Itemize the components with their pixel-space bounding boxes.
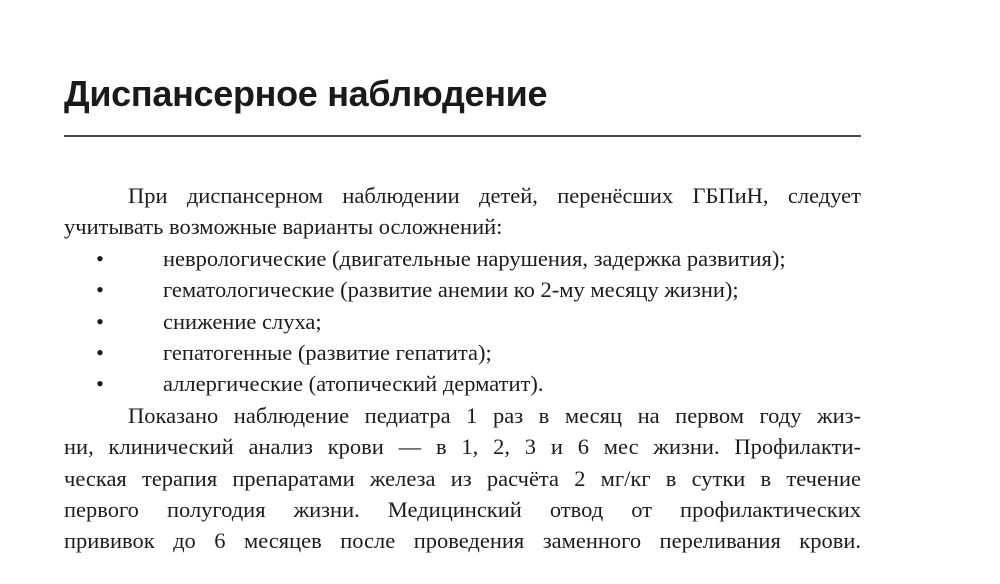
recommendation-line: ни, клинический анализ крови — в 1, 2, 3 и 6 мес жизни. Профилакти- <box>64 434 861 460</box>
list-item-label: гепатогенные (развитие гепатита); <box>163 339 492 365</box>
recommendations-paragraph <box>64 400 861 557</box>
list-item <box>64 274 861 305</box>
bullet-icon: • <box>96 308 104 334</box>
bullet-icon: • <box>96 339 104 365</box>
recommendation-line: первого полугодия жизни. Медицинский отвод от профилактических <box>64 496 861 522</box>
bullet-icon: • <box>96 371 104 397</box>
page-title: Диспансерное наблюдение <box>64 73 548 114</box>
list-item-label: неврологические (двигательные нарушения, задержка развития); <box>163 245 786 271</box>
bullet-icon: • <box>96 277 104 303</box>
recommendation-line: прививок до 6 месяцев после проведения заменного переливания крови. <box>64 528 861 554</box>
intro-paragraph <box>64 180 861 243</box>
intro-line: учитывать возможные варианты осложнений: <box>64 214 503 240</box>
recommendation-line: Показано наблюдение педиатра 1 раз в месяц на первом году жиз- <box>128 402 861 428</box>
bullet-icon: • <box>96 245 104 271</box>
document-body <box>64 180 861 557</box>
list-item-label: гематологические (развитие анемии ко 2-му месяцу жизни); <box>163 277 739 303</box>
list-item-label: снижение слуха; <box>163 308 322 334</box>
list-item <box>64 337 861 368</box>
list-item <box>64 368 861 399</box>
list-item <box>64 243 861 274</box>
intro-line: При диспансерном наблюдении детей, перенёсших ГБПиН, следует <box>128 183 861 208</box>
recommendation-line: ческая терапия препаратами железа из расчёта 2 мг/кг в сутки в течение <box>64 465 861 491</box>
list-item <box>64 306 861 337</box>
list-item-label: аллергические (атопический дерматит). <box>163 371 544 397</box>
complications-list <box>64 243 861 400</box>
title-divider <box>64 135 861 137</box>
